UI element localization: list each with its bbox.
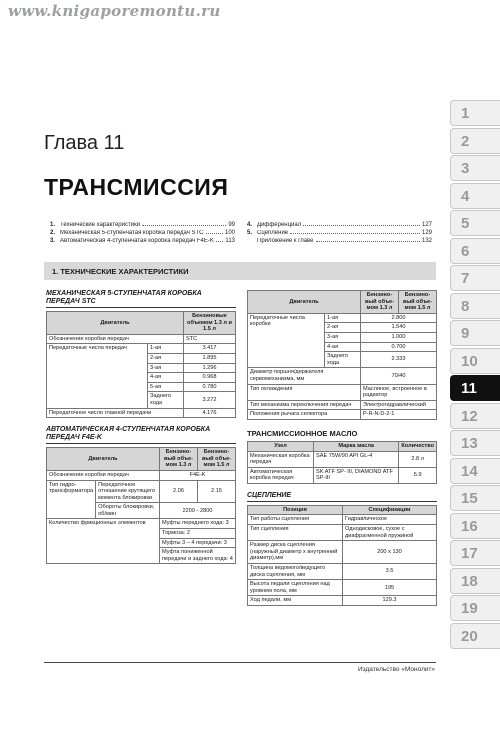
oil-table — [247, 441, 437, 484]
header-13: Бензино-вый объе-мом 1.3 л — [361, 291, 399, 314]
chapter-tab[interactable]: 1 — [450, 100, 500, 126]
chapter-tab[interactable]: 7 — [450, 265, 500, 291]
cell-value: 195 — [343, 580, 437, 596]
toc-dots — [206, 229, 223, 234]
toc-dots — [290, 229, 420, 234]
cell-value: 2.800 — [361, 313, 437, 323]
cell-value: 1.540 — [361, 323, 437, 333]
header-qty: Количество — [399, 441, 437, 451]
header-petrol: Бензиновые объемом 1.3 л и 1.5 л — [184, 312, 236, 335]
toc-page: 129 — [421, 230, 432, 236]
cell-label: Высота педали сцепления над уровнем пола, мм — [248, 580, 343, 596]
cell-label: Тип охлаждения — [248, 384, 361, 400]
cell-value: Муфты переднего хода: 3 — [160, 519, 236, 529]
cell-value: 1.000 — [361, 332, 437, 342]
toc-item[interactable] — [247, 229, 432, 237]
toc-page: 113 — [225, 238, 235, 244]
table-row — [248, 451, 437, 467]
toc-text: Автоматическая 4-ступенчатая коробка передач F4E-K — [60, 238, 214, 244]
chapter-tab[interactable]: 6 — [450, 238, 500, 264]
cell-value: SK ATF SP- III, DIAMOND ATF SP-III — [314, 467, 399, 483]
table-row — [248, 410, 437, 420]
cell-gear: Заднего хода — [148, 392, 184, 408]
cell-label: Тип сцепления — [248, 525, 343, 541]
cell-value: STC — [184, 334, 236, 344]
table-row — [248, 400, 437, 410]
cell-value: Электрогидравлический — [361, 400, 437, 410]
toc-dots — [216, 237, 224, 242]
toc-text: Приложение к главе — [257, 238, 314, 244]
site-watermark: www.knigaporemontu.ru — [8, 2, 221, 20]
toc-left-column — [50, 221, 235, 245]
toc-item[interactable] — [50, 237, 235, 245]
chapter-tab[interactable]: 20 — [450, 623, 500, 649]
cell-value: 3.5 — [343, 564, 437, 580]
cell-label: Тип работы сцепления — [248, 515, 343, 525]
cell-label: Обозначение коробки передач — [47, 470, 160, 480]
cell-label: Передаточные числа коробки — [248, 313, 325, 368]
cell-label: Толщина ведомого/ведущего диска сцепления, мм — [248, 564, 343, 580]
cell-gear: 3-ая — [148, 363, 184, 373]
cell-value: 0.700 — [361, 342, 437, 352]
table-row — [47, 312, 236, 335]
cell-gear: 4-ая — [325, 342, 361, 352]
cell-label: Передаточные числа передач — [47, 344, 148, 408]
toc-page: 100 — [224, 230, 235, 236]
table-row — [248, 467, 437, 483]
table-row — [248, 291, 437, 314]
cell-label: Механическая коробка передач — [248, 451, 314, 467]
cell-gear: 5-ая — [148, 382, 184, 392]
toc-page: 127 — [421, 222, 432, 228]
header-engine: Двигатель — [248, 291, 361, 314]
chapter-label: Глава 11 — [44, 132, 125, 154]
chapter-tab[interactable]: 18 — [450, 568, 500, 594]
cell-value: 4.176 — [184, 408, 236, 418]
table-row — [248, 525, 437, 541]
oil-heading: ТРАНСМИССИОННОЕ МАСЛО — [247, 428, 358, 438]
clutch-heading: СЦЕПЛЕНИЕ — [247, 492, 437, 502]
cell-gear: 1-ая — [148, 344, 184, 354]
cell-value: 200 x 130 — [343, 541, 437, 564]
table-row — [248, 368, 437, 384]
cell-value: P-R-N-D-2-1 — [361, 410, 437, 420]
cell-value: Однодисковое, сухое с диафрагменной пружиной — [343, 525, 437, 541]
cell-gear: 4-ая — [148, 373, 184, 383]
table-row — [248, 541, 437, 564]
table-row — [47, 408, 236, 418]
chapter-tab[interactable]: 4 — [450, 183, 500, 209]
header-15: Бензино-вый объе-мом 1.5 л — [198, 448, 236, 471]
chapter-title: ТРАНСМИССИЯ — [44, 174, 229, 200]
toc-dots — [303, 221, 420, 226]
section-header: 1. ТЕХНИЧЕСКИЕ ХАРАКТЕРИСТИКИ — [44, 262, 436, 280]
toc-num: 1. — [50, 222, 56, 228]
toc-dots — [316, 237, 420, 242]
toc-text: Сцепление — [257, 230, 289, 236]
chapter-tab[interactable]: 16 — [450, 513, 500, 539]
table-row — [248, 515, 437, 525]
cell-gear: Заднего хода — [325, 352, 361, 368]
toc-page: 99 — [228, 222, 235, 228]
cell-value: 0.968 — [184, 373, 236, 383]
cell-value: 2.8 л — [399, 451, 437, 467]
chapter-tab[interactable]: 15 — [450, 485, 500, 511]
cell-value: 3.272 — [184, 392, 236, 408]
cell-label: Ход педали, мм — [248, 596, 343, 606]
chapter-tabs — [450, 100, 500, 650]
cell-value: Гидравлическое — [343, 515, 437, 525]
header-engine: Двигатель — [47, 312, 184, 335]
cell-gear: 1-ая — [325, 313, 361, 323]
chapter-tab[interactable]: 12 — [450, 403, 500, 429]
cell-label: Размер диска сцепления (наружный диаметр x внутренний диаметр),мм — [248, 541, 343, 564]
chapter-tab[interactable]: 14 — [450, 458, 500, 484]
toc-text: Технические характеристики — [60, 222, 141, 228]
table-row — [47, 334, 236, 344]
toc-item[interactable] — [247, 221, 432, 229]
chapter-tab[interactable]: 5 — [450, 210, 500, 236]
cell-label: Тип гидро-трансформатора — [47, 480, 96, 519]
table-row — [47, 448, 236, 471]
table-row — [47, 344, 236, 354]
header-13: Бензино-вый объе-мом 1.3 л — [160, 448, 198, 471]
clutch-table — [247, 505, 437, 606]
cell-label: Тип механизма переключения передач — [248, 400, 361, 410]
table-row — [248, 580, 437, 596]
chapter-tab[interactable]: 3 — [450, 155, 500, 181]
cell-gear: 2-ая — [148, 353, 184, 363]
chapter-tab[interactable]: 19 — [450, 595, 500, 621]
cell-value: 2200 - 2800 — [160, 503, 236, 519]
chapter-tab[interactable]: 8 — [450, 293, 500, 319]
table-row — [248, 313, 437, 323]
f4ek-heading: АВТОМАТИЧЕСКАЯ 4-СТУПЕНЧАТАЯ КОРОБКА ПЕРЕДАЧ F4E-K — [46, 426, 236, 444]
toc-text: Дифференциал — [257, 222, 302, 228]
cell-label: Передаточное число главной передачи — [47, 408, 184, 418]
cell-label: Положения рычага селектора — [248, 410, 361, 420]
table-row — [248, 441, 437, 451]
left-column — [46, 290, 236, 564]
cell-label: Обороты блокировки, об/мин — [96, 503, 160, 519]
cell-value: 3.417 — [184, 344, 236, 354]
toc-num: 3. — [50, 238, 56, 244]
footer-divider — [44, 662, 436, 663]
cell-label: Автоматическая коробка передач — [248, 467, 314, 483]
cell-value: 2.06 — [160, 480, 198, 503]
cell-value: Муфты 3 – 4 передачи: 3 — [160, 538, 236, 548]
toc-num: 5. — [247, 230, 253, 236]
header-unit: Узел — [248, 441, 314, 451]
cell-value: Тормоза: 2 — [160, 529, 236, 539]
cell-value: F4E-K — [160, 470, 236, 480]
cell-gear: 2-ая — [325, 323, 361, 333]
cell-value: Масляное, встроенное в радиатор — [361, 384, 437, 400]
table-row — [248, 564, 437, 580]
cell-value: 70/40 — [361, 368, 437, 384]
cell-label: Передаточное отношение крутящего момента блокировки — [96, 480, 160, 503]
cell-value: 1.895 — [184, 353, 236, 363]
chapter-tab[interactable]: 2 — [450, 128, 500, 154]
table-row — [248, 384, 437, 400]
cell-label: Диаметр поршня/держателя сервомеханизма, мм — [248, 368, 361, 384]
header-15: Бензино-вый объе-мом 1.5 л — [399, 291, 437, 314]
chapter-tab[interactable]: 13 — [450, 430, 500, 456]
header-engine: Двигатель — [47, 448, 160, 471]
stc-heading: МЕХАНИЧЕСКАЯ 5-СТУПЕНЧАТАЯ КОРОБКА ПЕРЕДАЧ STC — [46, 290, 236, 308]
cell-value: 129.3 — [343, 596, 437, 606]
toc-item[interactable] — [247, 237, 432, 245]
cell-value: 5.9 — [399, 467, 437, 483]
toc-text: Механическая 5-ступенчатая коробка передач STC — [60, 230, 204, 236]
cell-value: 1.296 — [184, 363, 236, 373]
cell-gear: 3-ая — [325, 332, 361, 342]
table-row — [47, 519, 236, 529]
table-row — [248, 596, 437, 606]
toc-num: 2. — [50, 230, 56, 236]
toc-right-column — [247, 221, 432, 245]
cell-value: 2.333 — [361, 352, 437, 368]
table-row — [248, 505, 437, 515]
header-position: Позиция — [248, 505, 343, 515]
cell-label: Обозначение коробки передач — [47, 334, 184, 344]
chapter-tab[interactable]: 10 — [450, 348, 500, 374]
f4ek-table — [46, 447, 236, 564]
toc-item[interactable] — [50, 229, 235, 237]
cell-value: Муфта пониженной передачи и заднего хода: 4 — [160, 548, 236, 564]
stc-table — [46, 311, 236, 418]
table-row — [47, 480, 236, 503]
chapter-tab[interactable]: 17 — [450, 540, 500, 566]
cell-label: Количество фрикционных элементов — [47, 519, 160, 564]
toc-num: 4. — [247, 222, 253, 228]
cell-value: 2.15 — [198, 480, 236, 503]
table-row — [47, 470, 236, 480]
cell-value: SAE 75W/90 API GL-4 — [314, 451, 399, 467]
f4ek-ratios-table — [247, 290, 437, 420]
toc-page: 132 — [421, 238, 432, 244]
cell-value: 0.780 — [184, 382, 236, 392]
header-brand: Марка масла — [314, 441, 399, 451]
toc-dots — [142, 221, 226, 226]
chapter-tab-active[interactable]: 11 — [450, 375, 500, 401]
right-column — [247, 290, 437, 606]
chapter-tab[interactable]: 9 — [450, 320, 500, 346]
publisher-credit: Издательство «Монолит» — [358, 666, 436, 673]
toc-item[interactable] — [50, 221, 235, 229]
header-spec: Спецификации — [343, 505, 437, 515]
